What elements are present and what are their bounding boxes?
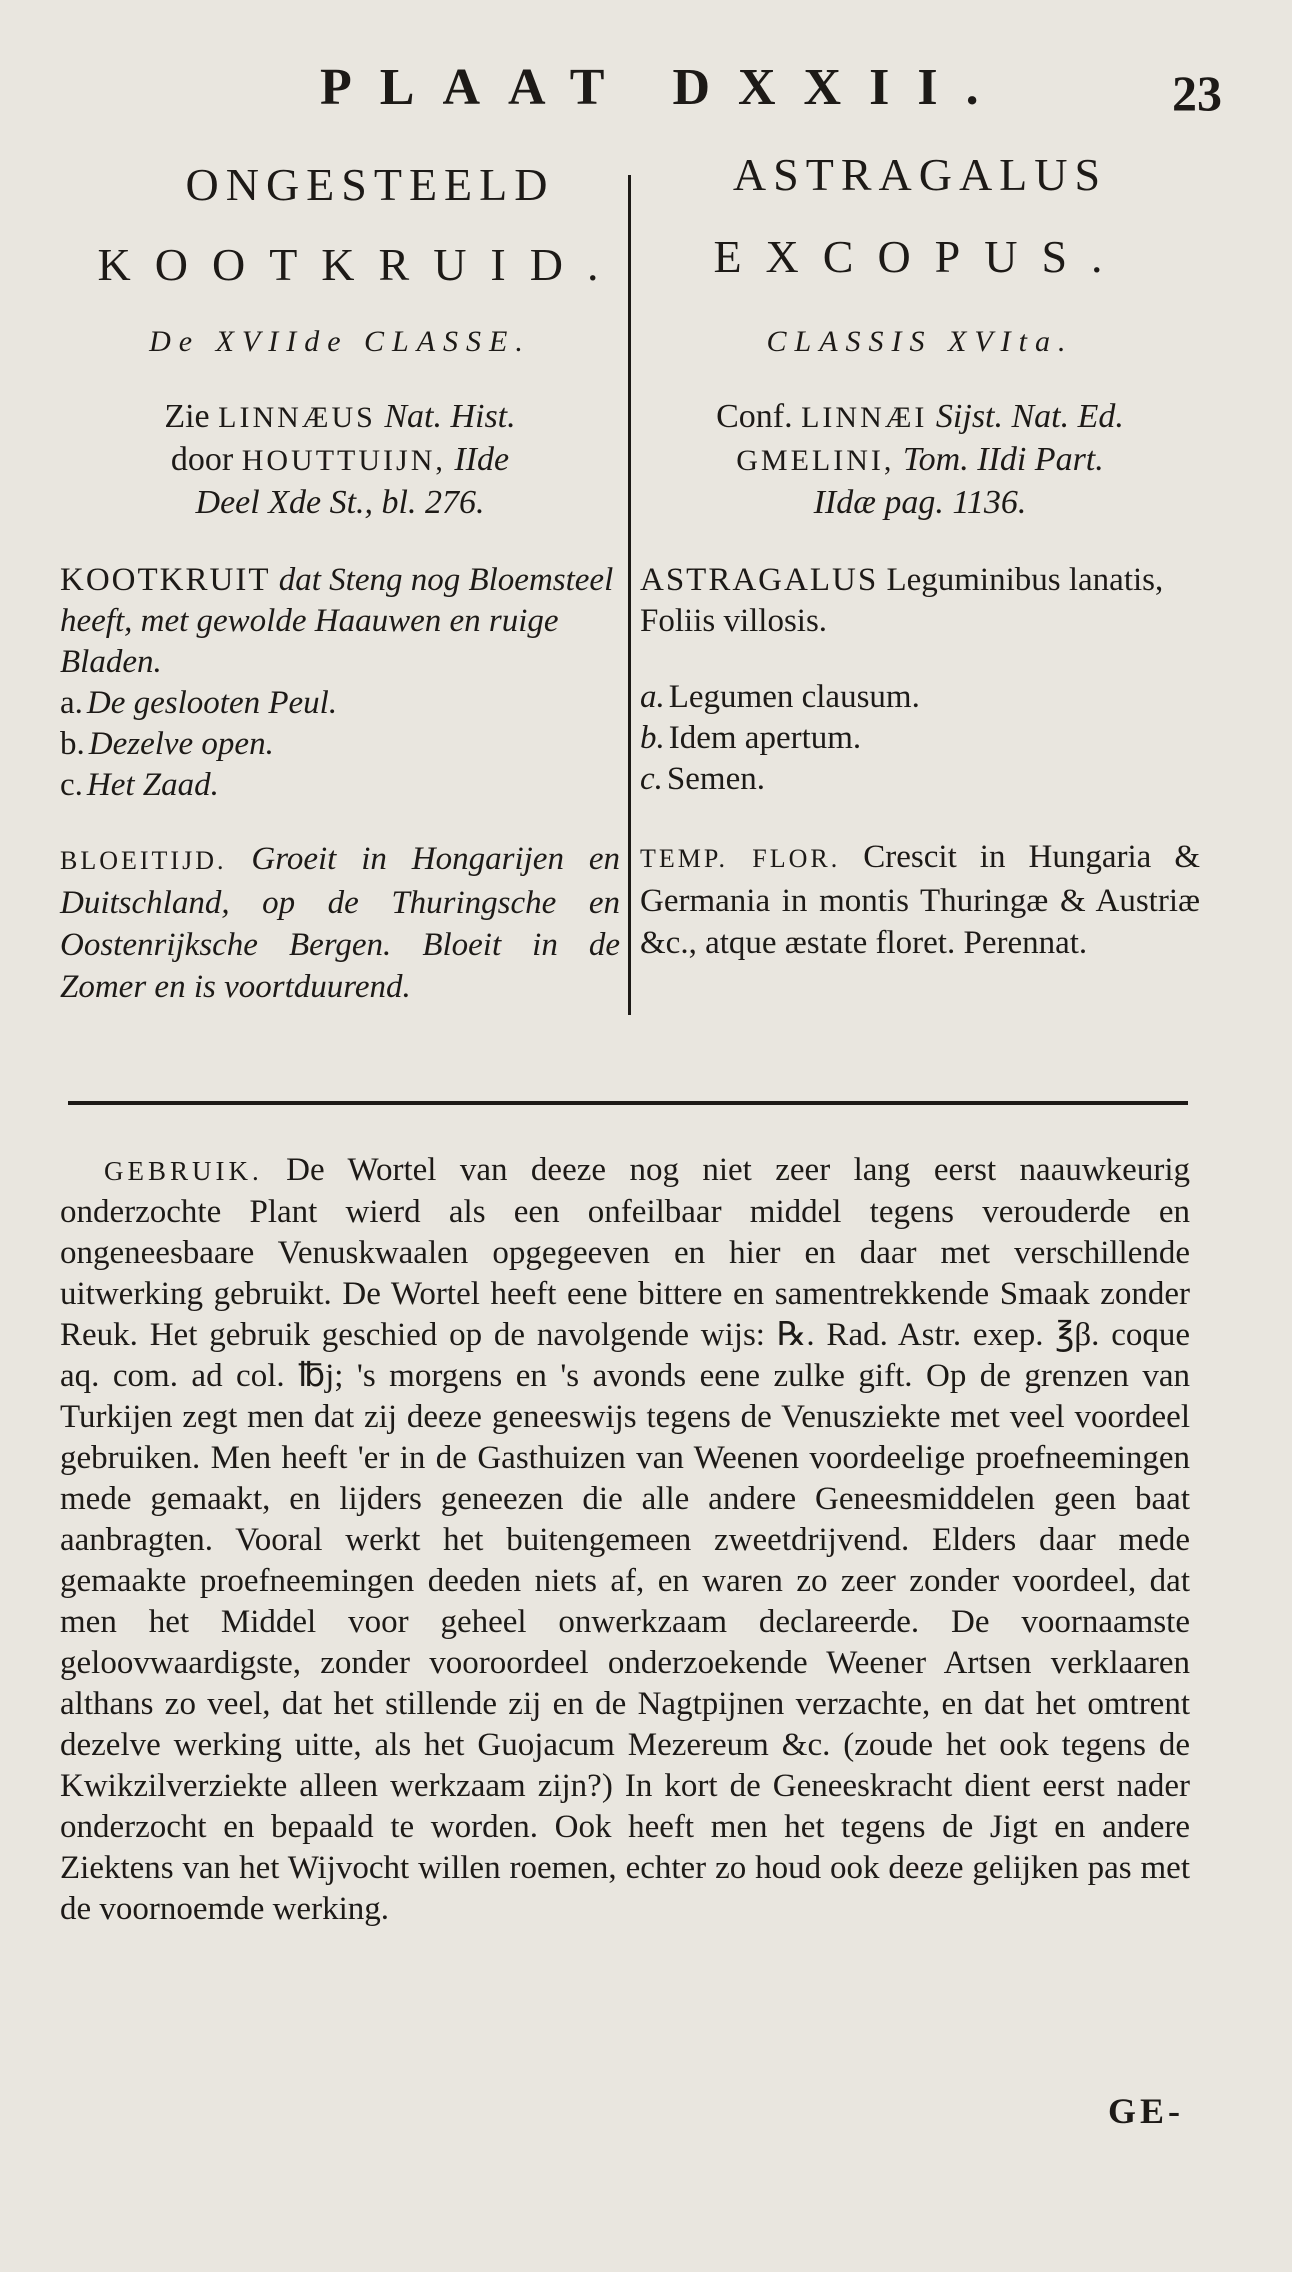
horizontal-rule (68, 1101, 1188, 1105)
dutch-title-line2: KOOTKRUID. (97, 239, 623, 290)
dutch-classe: De XVIIde CLASSE. (149, 325, 531, 358)
list-item: a. Legumen clausum. (640, 679, 920, 715)
desc-rest: dat Steng nog Bloemsteel heeft, met gewolde Haauwen en ruige Bladen. (60, 562, 614, 680)
list-item: b. Idem apertum. (640, 720, 862, 756)
dutch-description (60, 560, 620, 683)
column-divider (628, 175, 631, 1015)
list-item: b. Dezelve open. (60, 726, 274, 762)
ref-part: IIde (454, 441, 510, 478)
latin-flowering: TEMP. FLOR. Crescit in Hungaria & Germania in montis Thuringæ & Austriæ &c., atque æstate floret. Perennat. (640, 839, 1200, 961)
dutch-flowering (60, 838, 620, 1008)
list-item: a. De geslooten Peul. (60, 685, 338, 721)
ref-door: door (170, 441, 234, 478)
ref-line3: Deel Xde St., bl. 276. (195, 484, 485, 521)
list-item: c. Het Zaad. (60, 767, 219, 803)
latin-description: ASTRAGALUS Leguminibus lanatis, Foliis villosis. (640, 562, 1164, 639)
plate-title: PLAAT DXXII. (320, 59, 1007, 116)
latin-title-line1: ASTRAGALUS (732, 149, 1108, 200)
list-item: c. Semen. (640, 761, 765, 797)
usage-paragraph (60, 1150, 1190, 1930)
ref-work: Nat. Hist. (384, 398, 516, 435)
catchword: GE- (1108, 2091, 1185, 2131)
page-number: 23 (1172, 65, 1222, 121)
ref-zie: Zie (164, 398, 210, 435)
latin-title-line2: EXCOPUS. (713, 231, 1127, 282)
dutch-title-line1: ONGESTEELD (185, 159, 555, 210)
ref-author: LINNÆUS (218, 401, 376, 434)
latin-reference: Conf. LINNÆI Sijst. Nat. Ed. GMELINI, Tom. IIdi Part. IIdæ pag. 1136. (716, 398, 1124, 521)
flower-text: Groeit in Hongarijen en Duitschland, op de Thuringsche en Oostenrijksche Bergen. Bloeit in de Zomer en is voortduurend. (60, 841, 621, 1005)
latin-classe: CLASSIS XVIta. (766, 325, 1074, 358)
usage-section (60, 1150, 1190, 1930)
usage-text: De Wortel van deeze nog niet zeer lang eerst naauwkeurig onderzochte Plant wierd als een onfeilbaar middel tegens verouderde en ongeneesbaare Venuskwaalen opgegeeven en hier en daar met verschillende uitwerking gebruikt. De Wortel heeft eene bittere en samentrekkende Smaak zonder Reuk. Het gebruik geschied op de navolgende wijs: ℞. Rad. Astr. exep. ℥β. coque aq. com. ad col. ℔j; 's morgens en 's avonds eene zulke gift. Op de grenzen van Turkijen zegt men dat zij deeze geneeswijs tegens de Venusziekte met veel voordeel gebruiken. Men heeft 'er in de Gasthuizen van Weenen voordeelige proefneemingen mede gemaakt, en lijders geneezen die alle andere Geneesmiddelen geen baat aanbragten. Vooral werkt het buitengemeen zweetdrijvend. Elders daar mede gemaakte proefneemingen deeden niets af, en waren zo zeer zonder voordeel, dat men het Middel voor geheel onwerkzaam declareerde. De voornaamste geloovwaardigste, zonder vooroordeel onderzoekende Weener Artsen verklaaren althans zo veel, dat het stillende zij en de Nagtpijnen verzachte, en dat het omtrent dezelve werking uitte, als het Guojacum Mezereum &c. (zoude het ook tegens de Kwikzilverziekte alleen werkzaam zijn?) In kort de Geneeskracht dient eerst nader onderzocht en bepaald te worden. Ook heeft men het tegens de Jigt en andere Ziektens van het Wijvocht willen roemen, echter zo houd ook deeze gelijken pas met de voornoemde werking. (60, 1152, 1190, 1927)
ref-translator: HOUTTUIJN, (241, 444, 446, 477)
usage-head: GEBRUIK. (104, 1156, 263, 1186)
dutch-reference (60, 396, 620, 524)
flower-head: BLOEITIJD. (60, 846, 227, 875)
desc-head: KOOTKRUIT (60, 562, 271, 598)
